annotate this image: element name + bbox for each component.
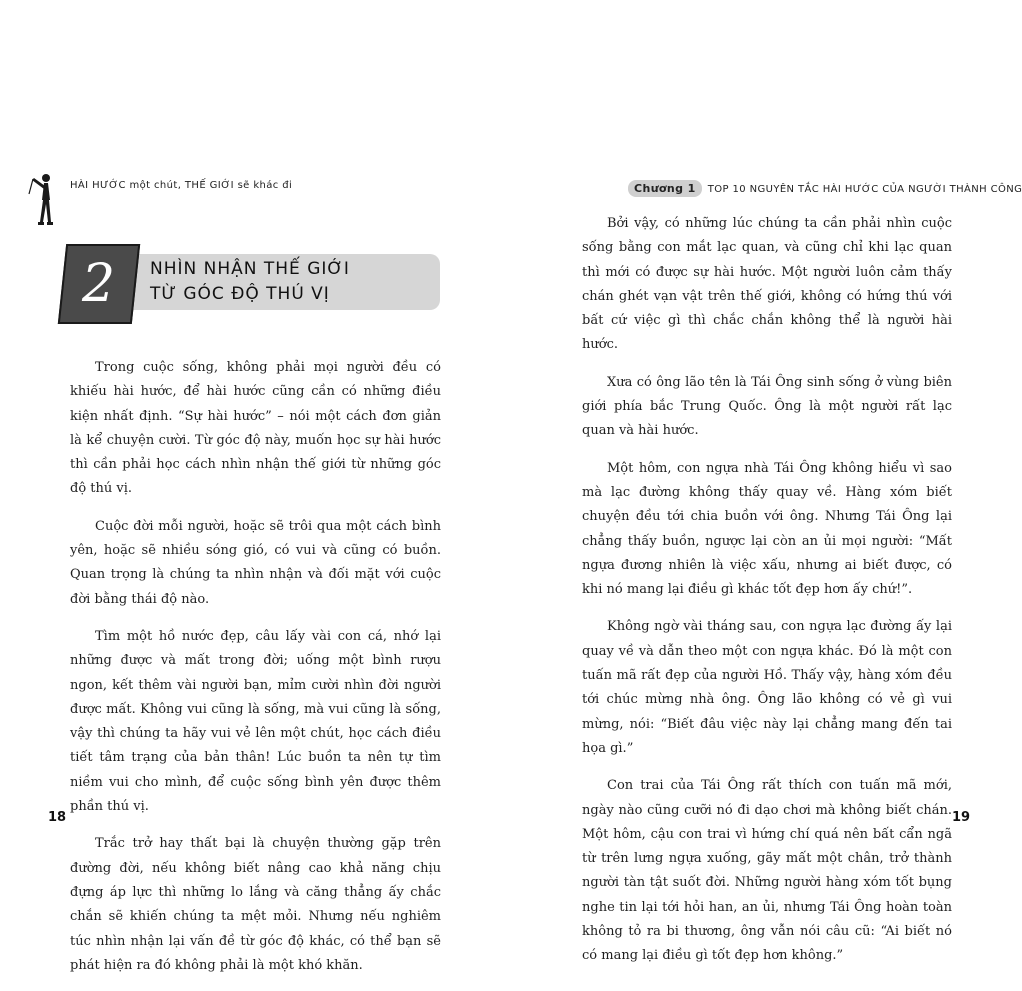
page-number-left: 18 xyxy=(48,810,67,825)
paragraph: Trong cuộc sống, không phải mọi người đều có khiếu hài hước, để hài hước cũng cần có những điều kiện nhất định. “Sự hài hước” – nói một cách đơn giản là kể chuyện cười. Từ góc độ này, muốn học sự hài hước thì cần phải học cách nhìn nhận thế giới từ những góc độ thú vị. xyxy=(70,360,441,497)
left-body-text xyxy=(70,356,441,991)
running-head-right xyxy=(628,180,1022,197)
paragraph: Con trai của Tái Ông rất thích con tuấn mã mới, ngày nào cũng cưỡi nó đi dạo chơi mà không biết chán. Một hôm, cậu con trai vì hứng chí quá nên bất cẩn ngã từ trên lưng ngựa xuống, gãy mất một chân, trở thành người tàn tật suốt đời. Những người hàng xóm tốt bụng nghe tin lại tới hỏi han, an ủi, nhưng Tái Ông hoàn toàn không tỏ ra bi thương, ông vẫn nói câu cũ: “Ai biết nó có mang lại điều gì tốt đẹp hơn không.” xyxy=(582,778,952,964)
paragraph: Tìm một hồ nước đẹp, câu lấy vài con cá, nhớ lại những được và mất trong đời; uống một bình rượu ngon, kết thêm vài người bạn, mỉm cười nhìn đời người được mất. Không vui cũng là sống, mà vui cũng là sống, vậy thì chúng ta hãy vui vẻ lên một chút, học cách điều tiết tâm trạng của bản thân! Lúc buồn ta nên tự tìm niềm vui cho mình, để cuộc sống bình yên được thêm phần thú vị. xyxy=(70,628,441,815)
paragraph: Bởi vậy, có những lúc chúng ta cần phải nhìn cuộc sống bằng con mắt lạc quan, và cũng chỉ khi lạc quan thì mới có được sự hài hước. Một người luôn cảm thấy chán ghét vạn vật trên thế giới, không có hứng thú với bất cứ việc gì thì chắc chắn không thể là người hài hước. xyxy=(582,216,952,353)
section-title-line-2: TỪ GÓC ĐỘ THÚ VỊ xyxy=(150,284,330,304)
paragraph: Một hôm, con ngựa nhà Tái Ông không hiểu vì sao mà lạc đường không thấy quay về. Hàng xóm biết chuyện đều tới chia buồn với ông. Nhưng Tái Ông lại chẳng thấy buồn, ngược lại còn an ủi mọi người: “Mất ngựa đương nhiên là việc xấu, nhưng ai biết được, có khi nó mang lại điều gì khác tốt đẹp hơn ấy chứ!”. xyxy=(582,460,952,598)
chapter-number-box xyxy=(58,244,140,324)
right-body-text xyxy=(582,212,952,982)
left-page xyxy=(0,0,490,980)
section-title-line-1: NHÌN NHẬN THẾ GIỚI xyxy=(150,259,350,279)
running-head-left: HÀI HƯỚC một chút, THẾ GIỚI sẽ khác đi xyxy=(70,180,293,191)
page-number-right: 19 xyxy=(952,810,971,825)
paragraph: Trắc trở hay thất bại là chuyện thường gặp trên đường đời, nếu không biết nâng cao khả năng chịu đựng áp lực thì những lo lắng và căng thẳng ấy chắc chắn sẽ khiến chúng ta mệt mỏi. Nhưng nếu nghiêm túc nhìn nhận lại vấn đề từ góc độ khác, có thể bạn sẽ phát hiện ra đó không phải là một khó khăn. xyxy=(70,836,441,973)
paragraph: Không ngờ vài tháng sau, con ngựa lạc đường ấy lại quay về và dẫn theo một con ngựa khác. Đó là một con tuấn mã rất đẹp của người Hồ. Thấy vậy, hàng xóm đều tới chúc mừng nhà ông. Ông lão không có vẻ gì vui mừng, nói: “Biết đâu việc này lại chẳng mang đến tai họa gì.” xyxy=(582,619,952,756)
chapter-label: Chương 1 xyxy=(628,180,702,197)
chapter-number: 2 xyxy=(82,254,116,314)
right-page xyxy=(490,0,1022,980)
golfer-icon xyxy=(28,172,62,228)
paragraph: Cuộc đời mỗi người, hoặc sẽ trôi qua một cách bình yên, hoặc sẽ nhiều sóng gió, có vui và cũng có buồn. Quan trọng là chúng ta nhìn nhận và đối mặt với cuộc đời bằng thái độ nào. xyxy=(70,518,441,607)
running-head-title: TOP 10 NGUYÊN TẮC HÀI HƯỚC CỦA NGƯỜI THÀNH CÔNG xyxy=(707,184,1022,195)
paragraph: Xưa có ông lão tên là Tái Ông sinh sống ở vùng biên giới phía bắc Trung Quốc. Ông là một người rất lạc quan và hài hước. xyxy=(582,374,952,439)
